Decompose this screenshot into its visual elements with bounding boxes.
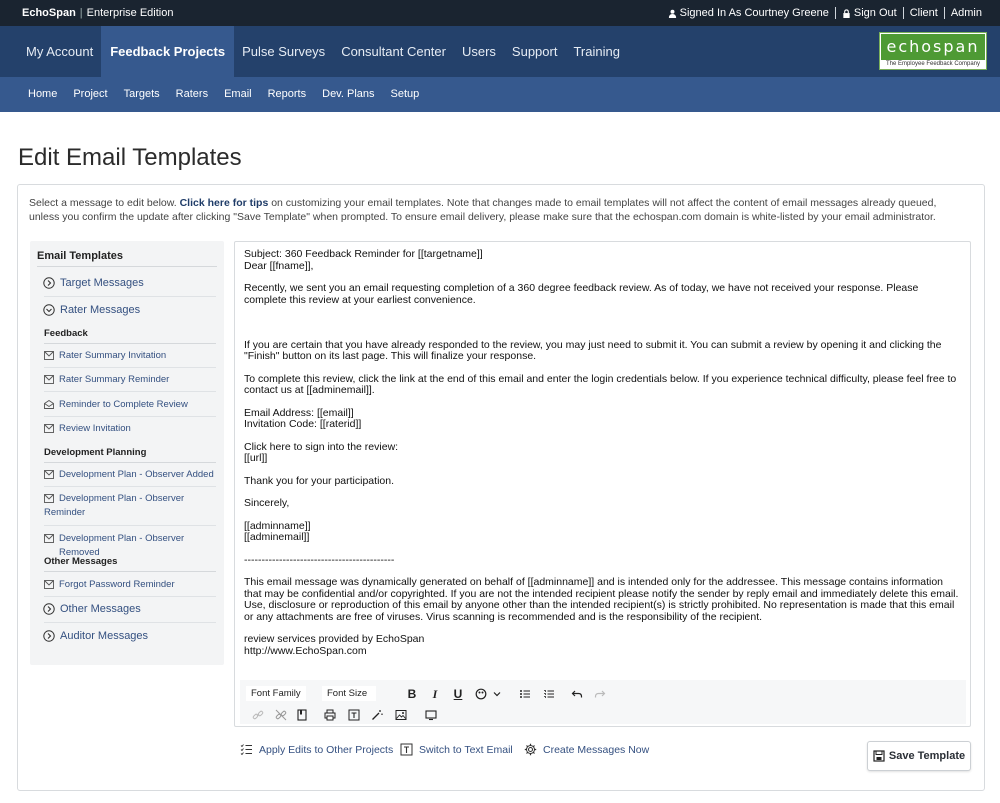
subnav-reports[interactable]: Reports <box>267 88 307 100</box>
auditor-messages-group[interactable]: Auditor Messages <box>43 630 148 642</box>
target-messages-group[interactable]: Target Messages <box>43 277 144 289</box>
gear-icon <box>524 743 537 756</box>
numbered-list-icon[interactable] <box>542 687 556 701</box>
nav-my-account[interactable]: My Account <box>26 44 94 59</box>
rater-messages-group[interactable]: Rater Messages <box>43 304 140 316</box>
nav-training[interactable]: Training <box>573 44 620 59</box>
email-paragraph: review services provided by EchoSpan http://www.EchoSpan.com <box>244 633 425 657</box>
envelope-open-icon <box>44 400 54 409</box>
envelope-icon <box>44 470 54 479</box>
email-editor[interactable] <box>234 241 971 727</box>
subnav-project[interactable]: Project <box>73 88 108 100</box>
nav-pulse-surveys[interactable]: Pulse Surveys <box>242 44 326 59</box>
user-icon <box>668 9 677 18</box>
sign-out-link[interactable]: Sign Out <box>842 7 897 19</box>
subnav-targets[interactable]: Targets <box>123 88 160 100</box>
feedback-heading: Feedback <box>44 328 216 344</box>
subnav-email[interactable]: Email <box>224 88 252 100</box>
template-reminder-to-complete-review[interactable]: Reminder to Complete Review <box>44 398 220 412</box>
template-forgot-password-reminder[interactable]: Forgot Password Reminder <box>44 578 220 592</box>
bookmark-icon[interactable] <box>295 708 309 722</box>
chevron-right-circle-icon <box>43 277 55 289</box>
template-dev-plan-observer-added[interactable]: Development Plan - Observer Added <box>44 468 220 482</box>
other-messages-group[interactable]: Other Messages <box>43 603 141 615</box>
envelope-icon <box>44 424 54 433</box>
template-icon[interactable] <box>347 708 361 722</box>
subnav-setup[interactable]: Setup <box>390 88 420 100</box>
envelope-icon <box>44 351 54 360</box>
brand: EchoSpan | Enterprise Edition <box>22 7 174 19</box>
redo-icon[interactable] <box>593 687 607 701</box>
envelope-icon <box>44 534 54 543</box>
underline-icon[interactable]: U <box>453 687 463 701</box>
email-paragraph: This email message was dynamically generated on behalf of [[adminname]] and is intended only for the addressee. This message contains information that may be confidential and/or copyrighted. If you are not the intended recipient please notify the sender by reply email and immediately delete this email. Use, disclosure or reproduction of this email by anyone other than the intended recipient(s) is strictly prohibited. No representation is made that this email or any attachments are free of viruses. Virus scanning is recommended and is the responsibility of the recipient. <box>244 576 959 623</box>
email-paragraph: [[adminname]] [[adminemail]] <box>244 519 311 543</box>
list-check-icon <box>240 743 253 756</box>
sidebar-heading: Email Templates <box>37 250 217 267</box>
lock-icon <box>842 9 851 18</box>
nav-consultant-center[interactable]: Consultant Center <box>341 44 446 59</box>
template-rater-summary-invitation[interactable]: Rater Summary Invitation <box>44 349 220 363</box>
development-planning-heading: Development Planning <box>44 447 216 463</box>
client-link[interactable]: Client <box>909 7 938 19</box>
envelope-icon <box>44 375 54 384</box>
admin-link[interactable]: Admin <box>950 7 982 19</box>
bullet-list-icon[interactable] <box>518 687 532 701</box>
unlink-icon[interactable] <box>274 708 288 722</box>
tips-link[interactable]: Click here for tips <box>179 197 269 209</box>
email-paragraph: Thank you for your participation. <box>244 474 394 487</box>
email-paragraph: If you are certain that you have already responded to the review, you may just need to submit it. You can submit a review by opening it and clicking the "Finish" button on its last page. This will finalize your response. <box>244 338 942 362</box>
save-template-button[interactable]: Save Template <box>867 741 971 771</box>
email-body[interactable] <box>244 249 962 668</box>
chevron-right-circle-icon <box>43 630 55 642</box>
echospan-logo[interactable]: echospan The Employee Feedback Company <box>879 32 987 70</box>
create-messages-link[interactable]: Create Messages Now <box>524 743 649 756</box>
envelope-icon <box>44 580 54 589</box>
save-icon <box>873 750 885 762</box>
subnav-raters[interactable]: Raters <box>175 88 209 100</box>
templates-sidebar <box>30 241 224 665</box>
email-paragraph <box>244 317 962 329</box>
switch-to-text-link[interactable]: Switch to Text Email <box>400 743 513 756</box>
apply-edits-link[interactable]: Apply Edits to Other Projects <box>240 743 393 756</box>
signed-in-label: Signed In As Courtney Greene <box>668 7 829 19</box>
brand-name: EchoSpan <box>22 7 76 19</box>
top-bar <box>0 0 1000 26</box>
main-nav <box>0 26 1000 77</box>
bold-icon[interactable]: B <box>407 687 417 701</box>
envelope-icon <box>44 494 54 503</box>
image-icon[interactable] <box>394 708 408 722</box>
subnav-home[interactable]: Home <box>28 88 58 100</box>
email-paragraph: To complete this review, click the link at the end of this email and enter the login credentials below. If you experience technical difficulty, please feel free to contact us at [[adminemail]]. <box>244 372 957 396</box>
magic-wand-icon[interactable] <box>370 708 384 722</box>
italic-icon[interactable]: I <box>432 686 438 701</box>
other-messages-heading: Other Messages <box>44 556 216 572</box>
email-paragraph: Recently, we sent you an email requesting completion of a 360 degree feedback review. As of today, we have not received your response. Please complete this review at your earliest convenience. <box>244 282 919 306</box>
template-dev-plan-observer-removed[interactable]: Development Plan - Observer Removed <box>44 532 220 560</box>
template-rater-summary-reminder[interactable]: Rater Summary Reminder <box>44 373 220 387</box>
nav-support[interactable]: Support <box>511 44 558 59</box>
email-paragraph: ------------------------------------------- <box>244 553 395 566</box>
template-review-invitation[interactable]: Review Invitation <box>44 422 220 436</box>
page-title: Edit Email Templates <box>18 144 242 171</box>
intro-text: Select a message to edit below. Click here for tips on customizing your email templates. Note that changes made to email templates will not affect the content of email messages already queued, unless you confirm the update after clicking "Save Template" when prompted. To ensure email delivery, please make sure that the echospan.com domain is white-listed by your email administrator. <box>29 197 937 223</box>
font-family-select[interactable]: Font Family <box>246 686 306 701</box>
sub-nav <box>0 77 1000 112</box>
print-icon[interactable] <box>323 708 337 722</box>
edition-label: Enterprise Edition <box>86 7 174 19</box>
subnav-dev-plans[interactable]: Dev. Plans <box>322 88 375 100</box>
email-paragraph: Sincerely, <box>244 497 290 509</box>
link-icon[interactable] <box>251 708 265 722</box>
preview-icon[interactable] <box>424 708 438 722</box>
text-box-icon <box>400 743 413 756</box>
email-paragraph: Email Address: [[email]] Invitation Code: [[raterid]] <box>244 406 362 430</box>
template-dev-plan-observer-reminder[interactable]: Development Plan - Observer Reminder <box>44 493 185 518</box>
font-size-select[interactable]: Font Size <box>322 686 376 701</box>
chevron-down-circle-icon <box>43 304 55 316</box>
email-paragraph: Click here to sign into the review: [[url]] <box>244 440 399 464</box>
chevron-down-icon[interactable] <box>490 687 504 701</box>
nav-feedback-projects[interactable]: Feedback Projects <box>101 26 234 77</box>
editor-toolbar <box>240 680 966 724</box>
chevron-right-circle-icon <box>43 603 55 615</box>
text-color-icon[interactable] <box>474 687 488 701</box>
nav-users[interactable]: Users <box>461 44 496 59</box>
undo-icon[interactable] <box>570 687 584 701</box>
templates-panel <box>17 184 985 791</box>
email-paragraph: Subject: 360 Feedback Reminder for [[targetname]] Dear [[fname]], <box>244 248 483 272</box>
